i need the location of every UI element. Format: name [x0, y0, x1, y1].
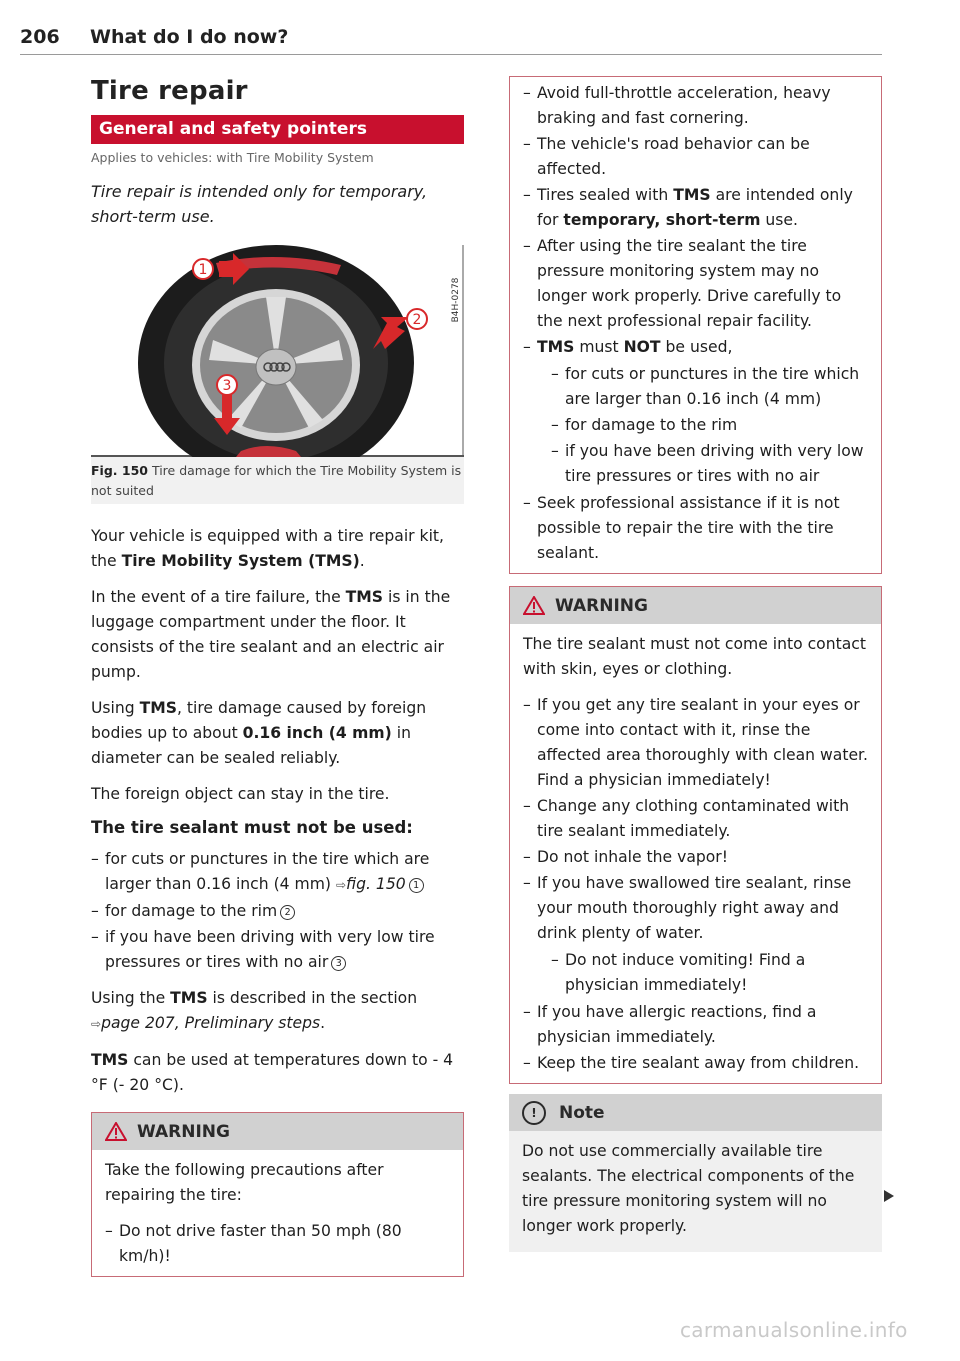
tire-damage-illustration [91, 245, 464, 457]
paragraph-4: The foreign object can stay in the tire. [91, 785, 390, 803]
reference-arrow-icon: ⇨ [335, 878, 347, 892]
paragraph-5: Using the TMS is described in the section ⇨page 207, Preliminary steps. [91, 989, 418, 1032]
note-text: Do not use commercially available tire sealants. The electrical components of the tire pressure monitoring system will no longer work properly. [522, 1142, 855, 1235]
list-item: – If you get any tire sealant in your eyes or come into contact with it, rinse the affected area thoroughly with clean water. Find a physician immediately! [523, 693, 868, 793]
paragraph-2: In the event of a tire failure, the TMS is in the luggage compartment under the floor. It consists of the tire sealant and an electric air pump. [91, 588, 451, 681]
warning-triangle-icon [523, 596, 545, 615]
list-item: – for damage to the rim 2 [91, 899, 464, 924]
must-not-use-heading: The tire sealant must not be used: [91, 818, 413, 837]
warning-intro: The tire sealant must not come into contact with skin, eyes or clothing. [523, 635, 866, 678]
sub-list-item: – for damage to the rim [551, 413, 868, 438]
callout-1: 1 [198, 262, 208, 278]
list-item: – After using the tire sealant the tire pressure monitoring system may no longer work properly. Drive carefully to the next professional repair facility. [523, 234, 868, 334]
must-not-use-list [91, 847, 464, 975]
caption-label: Fig. 150 [91, 463, 148, 478]
figure-code: B4H-0278 [451, 277, 461, 323]
note-header [509, 1094, 882, 1131]
warning-box-1 [91, 1112, 464, 1277]
page-header [20, 24, 882, 55]
figure-caption [91, 457, 464, 501]
warning-box-2 [509, 586, 882, 1084]
list-item: – Tires sealed with TMS are intended only for temporary, short-term use. [523, 183, 868, 233]
figure-150 [91, 245, 464, 504]
sub-list-item: – if you have been driving with very low tire pressures or tires with no air [551, 439, 868, 489]
right-column [509, 76, 882, 1252]
paragraph-1: Your vehicle is equipped with a tire repair kit, the Tire Mobility System (TMS). [91, 527, 444, 570]
list-item: – for cuts or punctures in the tire which are larger than 0.16 inch (4 mm) ⇨fig. 150 1 [91, 847, 464, 898]
section-title: Tire repair [91, 76, 248, 106]
left-column [91, 76, 464, 1277]
list-item: – TMS must NOT be used, – for cuts or punctures in the tire which are larger than 0.16 inch (4 mm) – for damage to the rim – if you have been driving with very low tire pressures or tires with no air [523, 335, 868, 489]
figure-link[interactable]: fig. 150 [346, 875, 406, 893]
list-item: – if you have been driving with very low tire pressures or tires with no air 3 [91, 925, 464, 975]
note-info-icon: ! [522, 1101, 546, 1125]
list-item: – Avoid full-throttle acceleration, heavy braking and fast cornering. [523, 81, 868, 131]
list-item: – Do not inhale the vapor! [523, 845, 868, 870]
list-item: – The vehicle's road behavior can be affected. [523, 132, 868, 182]
applies-to: Applies to vehicles: with Tire Mobility System [91, 150, 374, 165]
sub-list-item: – Do not induce vomiting! Find a physician immediately! [551, 948, 868, 998]
callout-3: 3 [222, 378, 232, 394]
list-item: – If you have allergic reactions, find a physician immediately. [523, 1000, 868, 1050]
list-item: – Seek professional assistance if it is not possible to repair the tire with the tire sealant. [523, 491, 868, 566]
note-box [509, 1094, 882, 1252]
chapter-title: What do I do now? [90, 26, 289, 48]
section-subtitle: General and safety pointers [91, 115, 464, 144]
callout-2: 2 [412, 312, 422, 328]
warning-triangle-icon [105, 1122, 127, 1141]
reference-arrow-icon: ⇨ [91, 1017, 102, 1031]
warning-header [510, 587, 881, 624]
watermark: carmanualsonline.info [680, 1318, 908, 1342]
warning-title: WARNING [555, 595, 648, 616]
sub-list-item: – for cuts or punctures in the tire which are larger than 0.16 inch (4 mm) [551, 362, 868, 412]
list-item: – Do not drive faster than 50 mph (80 km/h)! [105, 1219, 450, 1269]
warning-intro: Take the following precautions after repairing the tire: [105, 1161, 384, 1204]
page-number: 206 [20, 26, 60, 48]
paragraph-6: TMS can be used at temperatures down to - 4 °F (- 20 °C). [91, 1051, 454, 1094]
warning-box-1-continued [509, 76, 882, 574]
paragraph-3: Using TMS, tire damage caused by foreign bodies up to about 0.16 inch (4 mm) in diameter can be sealed reliably. [91, 699, 427, 767]
warning-title: WARNING [137, 1121, 230, 1142]
list-item: – Change any clothing contaminated with tire sealant immediately. [523, 794, 868, 844]
list-item: – If you have swallowed tire sealant, rinse your mouth thoroughly right away and drink plenty of water. – Do not induce vomiting! Find a physician immediately! [523, 871, 868, 998]
page-link[interactable]: page 207, Preliminary steps [101, 1014, 321, 1032]
continue-arrow-icon [884, 1190, 894, 1202]
caption-text: Tire damage for which the Tire Mobility System is not suited [91, 463, 462, 498]
list-item: – Keep the tire sealant away from children. [523, 1051, 868, 1076]
intro-text: Tire repair is intended only for temporary, short-term use. [91, 182, 428, 226]
warning-header [92, 1113, 463, 1150]
note-title: Note [559, 1102, 605, 1123]
